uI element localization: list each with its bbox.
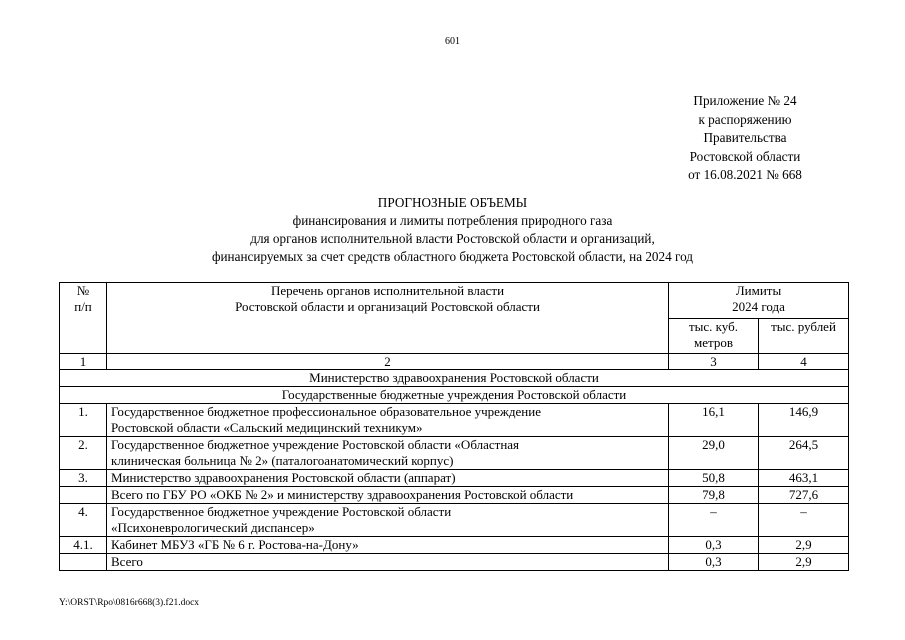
row-number: 1. xyxy=(60,404,107,437)
row-cubic: 16,1 xyxy=(669,404,759,437)
table-row xyxy=(60,537,849,554)
header-row xyxy=(60,283,849,319)
appendix-line: Правительства xyxy=(703,130,787,145)
row-name-line: Кабинет МБУЗ «ГБ № 6 г. Ростова-на-Дону» xyxy=(111,537,359,552)
row-name xyxy=(107,554,669,571)
appendix-line: Приложение № 24 xyxy=(693,93,797,108)
header-number-line: п/п xyxy=(74,299,92,314)
row-rubles: 264,5 xyxy=(759,437,849,470)
subsection-row xyxy=(60,387,849,404)
title-line: финансируемых за счет средств областного бюджета Ростовской области, на 2024 год xyxy=(211,249,694,264)
column-number: 1 xyxy=(60,354,107,370)
row-rubles: 2,9 xyxy=(759,554,849,571)
row-name xyxy=(107,537,669,554)
subsection-heading: Государственные бюджетные учреждения Ростовской области xyxy=(60,387,849,404)
row-name-line: Государственное бюджетное учреждение Ростовской области xyxy=(111,504,452,519)
appendix-line: к распоряжению xyxy=(698,111,792,127)
file-path-footer: Y:\ORST\Rpo\0816r668(3).f21.docx xyxy=(59,598,200,608)
header-limits-cell xyxy=(669,283,849,319)
total-row xyxy=(60,554,849,571)
row-name-line: Государственное бюджетное профессиональное образовательное учреждение xyxy=(111,404,541,419)
row-cubic: 0,3 xyxy=(669,554,759,571)
row-cubic: 50,8 xyxy=(669,470,759,487)
row-name xyxy=(107,404,669,437)
row-cubic: 79,8 xyxy=(669,487,759,504)
row-name xyxy=(107,437,669,470)
column-number: 3 xyxy=(669,354,759,370)
appendix-line: Ростовской области xyxy=(689,148,801,164)
row-rubles: 2,9 xyxy=(759,537,849,554)
row-cubic: – xyxy=(669,504,759,537)
row-rubles: – xyxy=(759,504,849,537)
row-number: 4. xyxy=(60,504,107,537)
row-rubles: 463,1 xyxy=(759,470,849,487)
row-number: 4.1. xyxy=(60,537,107,554)
row-rubles: 727,6 xyxy=(759,487,849,504)
header-cubic-cell xyxy=(669,318,759,354)
ministry-row xyxy=(60,370,849,387)
table-row xyxy=(60,470,849,487)
header-number-cell xyxy=(60,283,107,354)
row-number: 3. xyxy=(60,470,107,487)
title-line: финансирования и лимиты потребления природного газа xyxy=(292,213,613,228)
column-number: 4 xyxy=(759,354,849,370)
row-name-line: «Психоневрологический диспансер» xyxy=(111,520,315,535)
row-name-line: Министерство здравоохранения Ростовской области (аппарат) xyxy=(111,470,456,485)
row-name-line: Ростовской области «Сальский медицинский техникум» xyxy=(111,420,423,435)
row-name-line: Всего xyxy=(111,554,143,569)
row-number xyxy=(60,554,107,571)
header-rubles-cell: тыс. рублей xyxy=(759,318,849,354)
header-list-line: Ростовской области и организаций Ростовской области xyxy=(235,299,540,314)
table-row xyxy=(60,504,849,537)
row-name-line: Государственное бюджетное учреждение Ростовской области «Областная xyxy=(111,437,520,452)
row-name xyxy=(107,504,669,537)
row-name xyxy=(107,470,669,487)
page-number: 601 xyxy=(445,36,460,47)
document-title xyxy=(100,194,805,266)
header-list-cell xyxy=(107,283,669,354)
row-number: 2. xyxy=(60,437,107,470)
header-cubic-line: тыс. куб. xyxy=(688,318,738,334)
header-limits-line: Лимиты xyxy=(735,283,782,298)
row-cubic: 29,0 xyxy=(669,437,759,470)
title-heading: ПРОГНОЗНЫЕ ОБЪЕМЫ xyxy=(377,195,528,210)
column-number-row xyxy=(60,354,849,370)
appendix-block xyxy=(640,92,850,185)
title-line: для органов исполнительной власти Ростовской области и организаций, xyxy=(250,231,655,246)
header-list-line: Перечень органов исполнительной власти xyxy=(270,283,505,298)
ministry-heading: Министерство здравоохранения Ростовской области xyxy=(60,370,849,387)
appendix-line: от 16.08.2021 № 668 xyxy=(688,167,802,182)
header-limits-line: 2024 года xyxy=(732,299,785,314)
row-name xyxy=(107,487,669,504)
table-row xyxy=(60,404,849,437)
row-cubic: 0,3 xyxy=(669,537,759,554)
subtotal-row xyxy=(60,487,849,504)
limits-table xyxy=(59,282,849,571)
row-number xyxy=(60,487,107,504)
row-name-line: клиническая больница № 2» (паталогоанатомический корпус) xyxy=(111,453,454,468)
column-number: 2 xyxy=(107,354,669,370)
header-cubic-line: метров xyxy=(694,334,733,350)
row-name-line: Всего по ГБУ РО «ОКБ № 2» и министерству здравоохранения Ростовской области xyxy=(111,487,574,502)
header-number-line: № xyxy=(76,283,90,298)
table-row xyxy=(60,437,849,470)
row-rubles: 146,9 xyxy=(759,404,849,437)
